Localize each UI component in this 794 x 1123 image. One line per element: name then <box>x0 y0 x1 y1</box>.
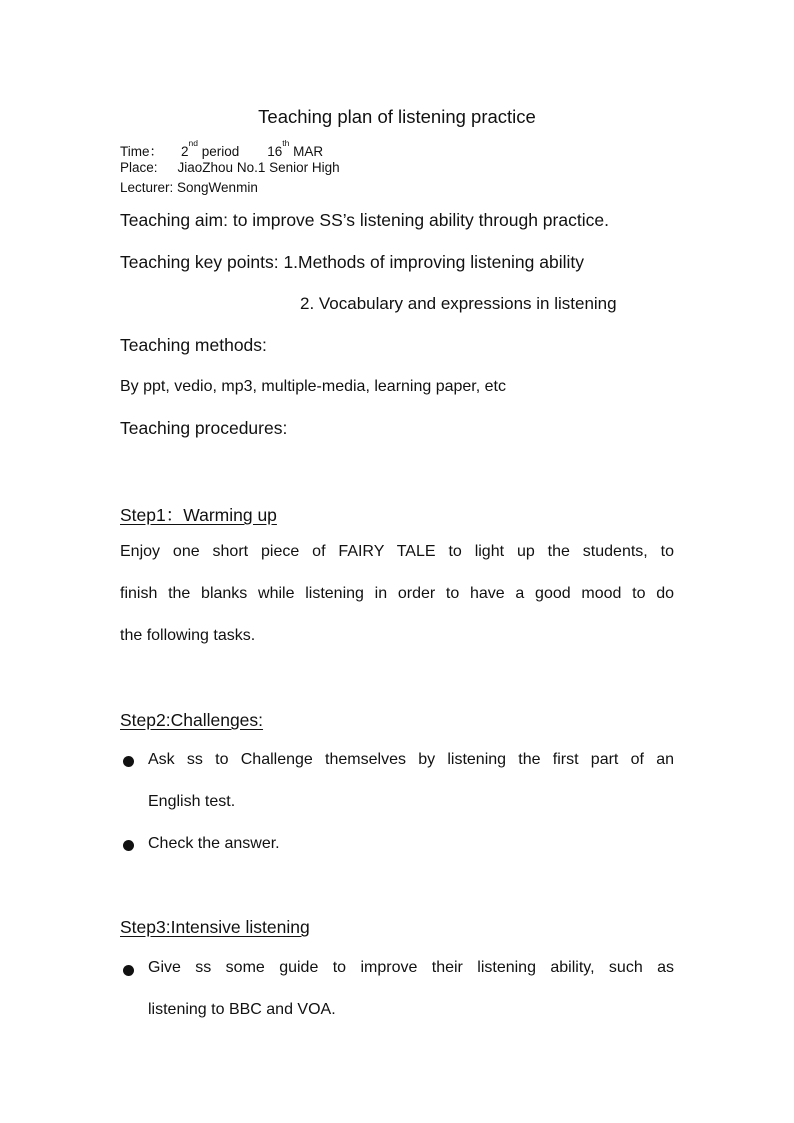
step2-bullet2-line-1: Check the answer. <box>148 835 280 852</box>
teaching-aim: Teaching aim: to improve SS’s listening ability through practice. <box>120 210 609 230</box>
step2-heading: Step2:Challenges: <box>120 710 264 730</box>
bullet-icon <box>123 840 134 851</box>
key-points-line-1 <box>120 252 584 273</box>
key-points-label: Teaching key points: <box>120 252 284 272</box>
step2-bullet1-line-2: English test. <box>148 793 236 810</box>
methods-heading: Teaching methods: <box>120 335 267 355</box>
key-point-1: 1.Methods of improving listening ability <box>283 252 585 272</box>
period-text: period <box>197 144 240 159</box>
date-text: MAR <box>289 144 324 159</box>
place-label: Place: <box>120 160 158 175</box>
period-number: 2 <box>181 144 189 159</box>
step3-bullet1-line-1: Give ss some guide to improve their listening ability, such as <box>148 959 674 976</box>
step1-line-1: Enjoy one short piece of FAIRY TALE to light up the students, to <box>120 543 674 560</box>
period-suffix: nd <box>188 138 198 148</box>
bullet-icon <box>123 965 134 976</box>
document-title: Teaching plan of listening practice <box>258 106 536 127</box>
time-label: Time： <box>120 144 163 159</box>
step1-line-2: finish the blanks while listening in order to have a good mood to do <box>120 585 674 602</box>
key-point-2: 2. Vocabulary and expressions in listening <box>300 294 617 313</box>
step1-heading: Step1：Warming up <box>120 505 277 525</box>
bullet-icon <box>123 756 134 767</box>
step2-bullet1-line-1: Ask ss to Challenge themselves by listening the first part of an <box>148 751 674 768</box>
step3-heading: Step3:Intensive listening <box>120 917 310 937</box>
time-line <box>120 140 323 160</box>
procedures-heading: Teaching procedures: <box>120 418 288 438</box>
methods-text: By ppt, vedio, mp3, multiple-media, learning paper, etc <box>120 378 506 395</box>
date-number: 16 <box>267 144 283 159</box>
place-value: JiaoZhou No.1 Senior High <box>177 160 340 175</box>
lecturer-line: Lecturer: SongWenmin <box>120 180 258 195</box>
place-line <box>120 160 340 175</box>
step1-line-3: the following tasks. <box>120 627 256 644</box>
step3-bullet1-line-2: listening to BBC and VOA. <box>148 1001 336 1018</box>
date-suffix: th <box>282 138 290 148</box>
